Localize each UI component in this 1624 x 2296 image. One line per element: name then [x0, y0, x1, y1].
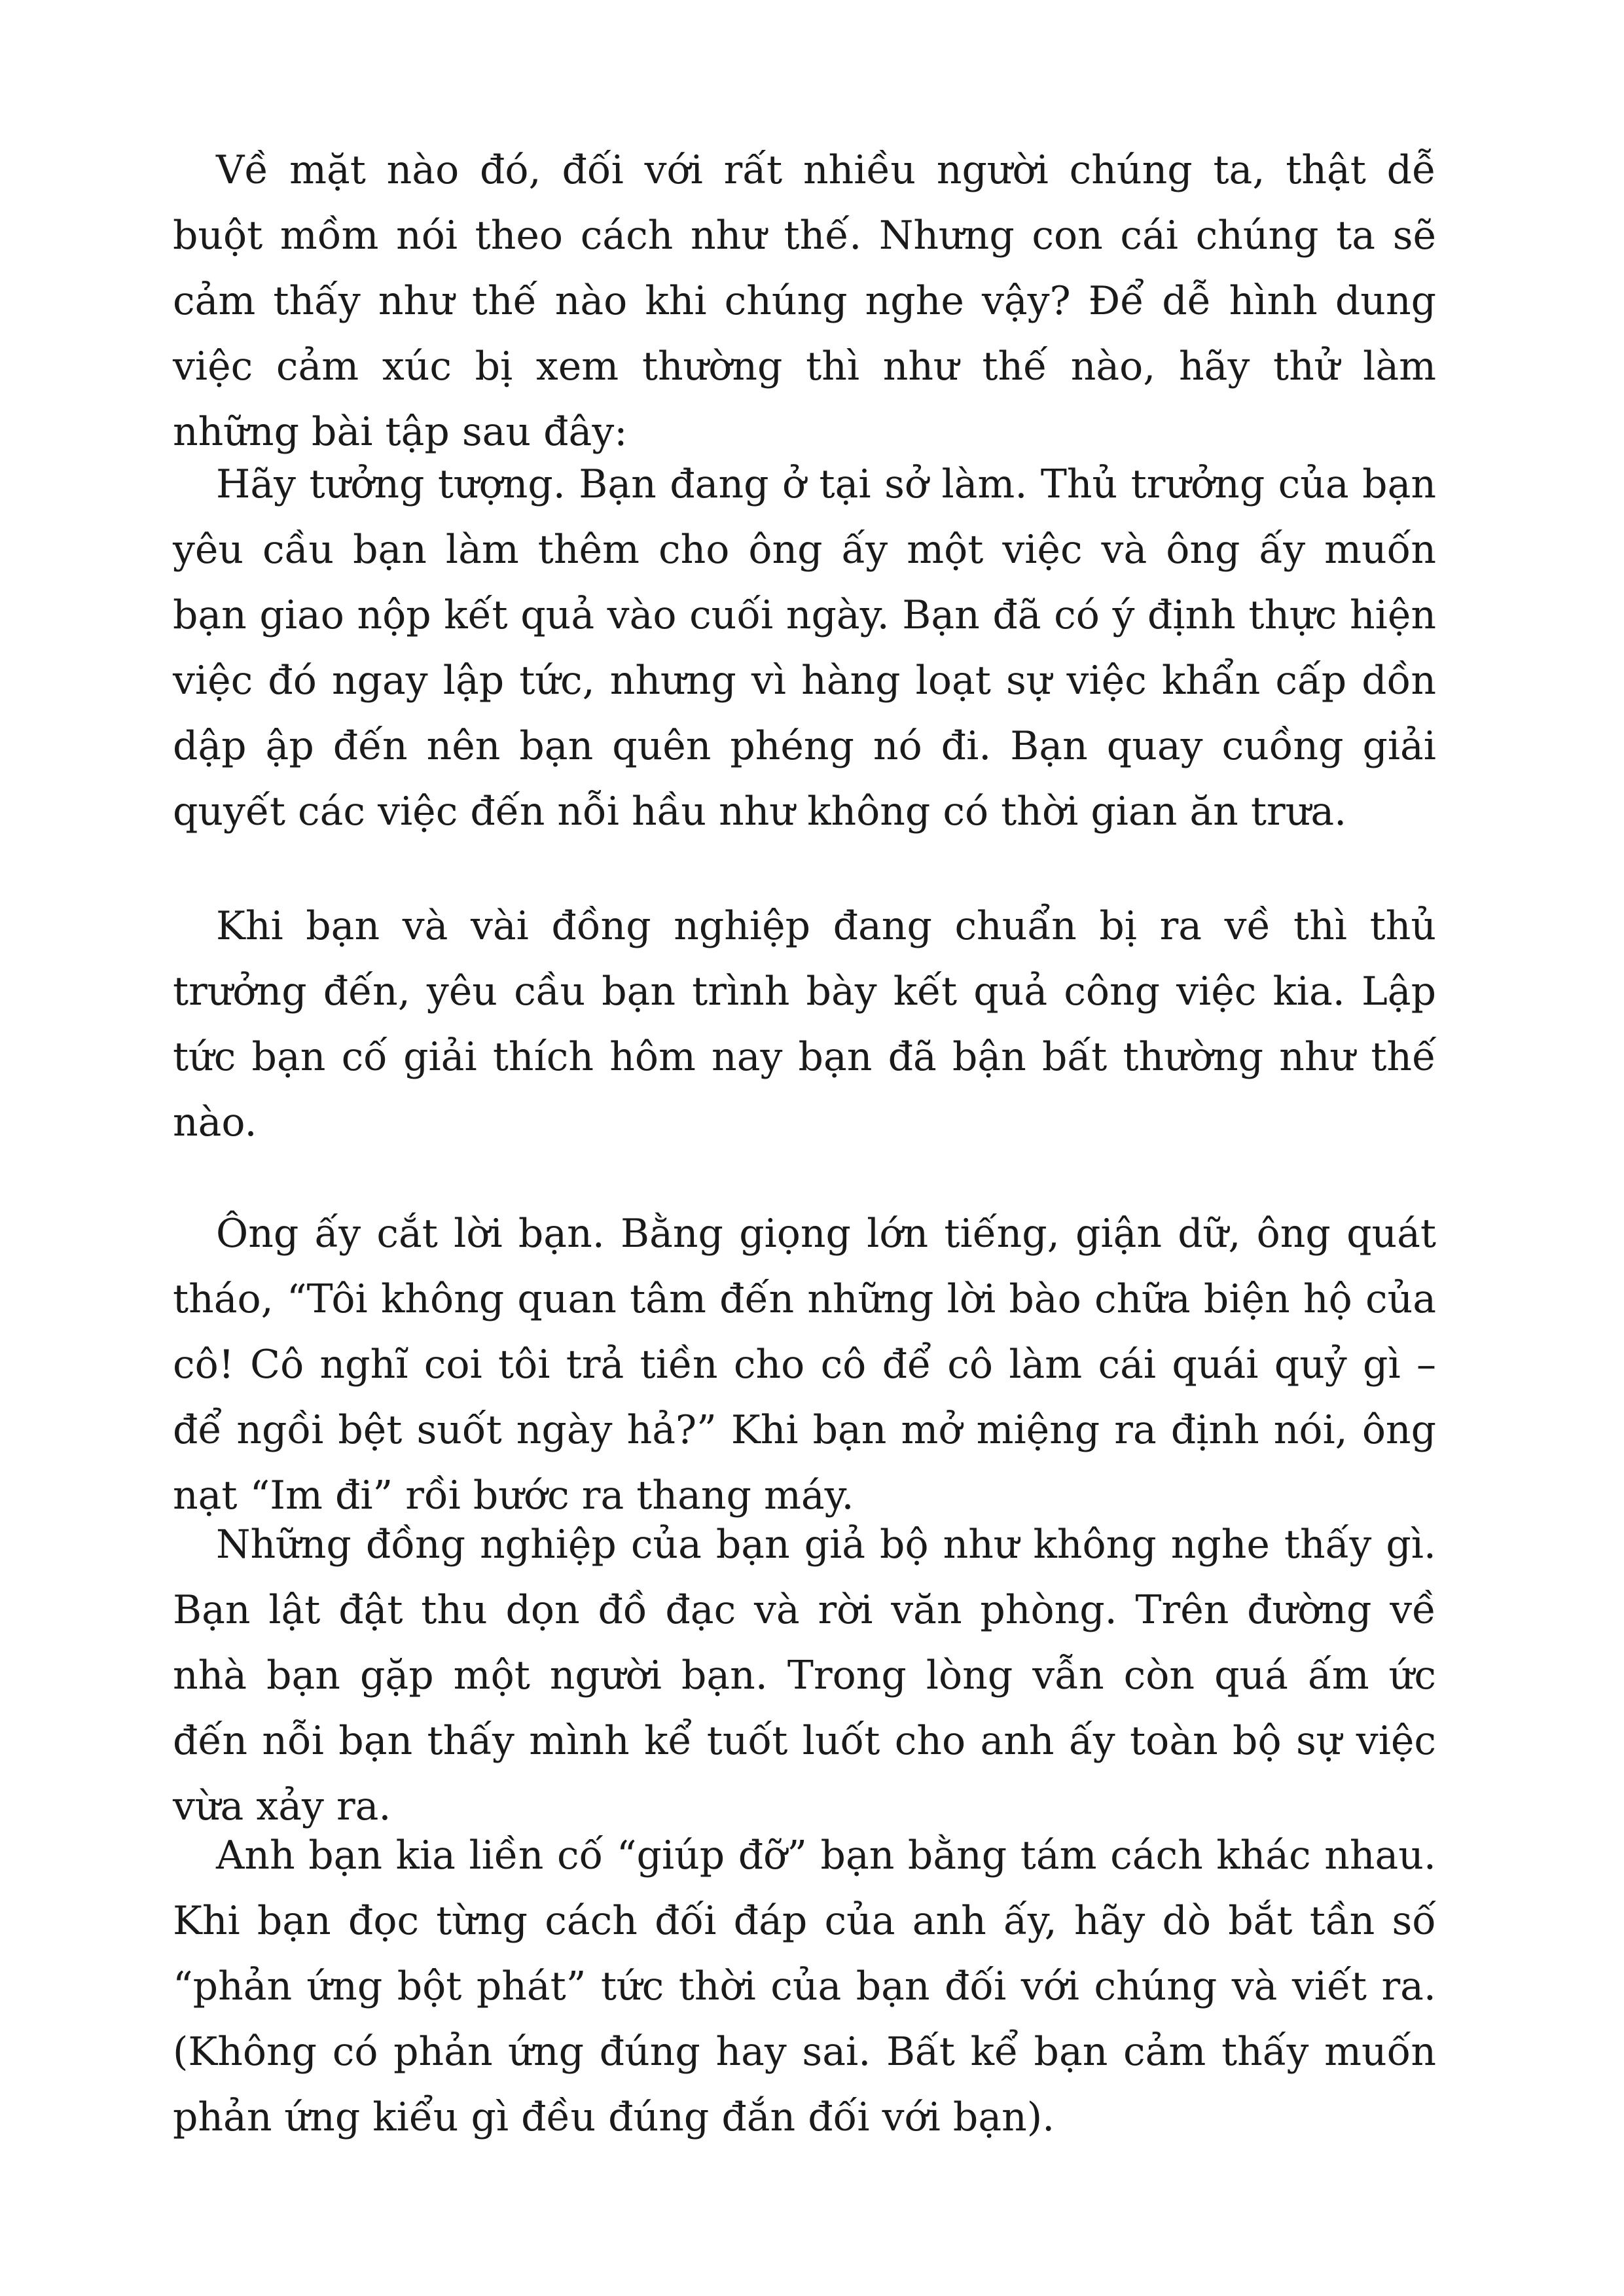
- paragraph-6: Anh bạn kia liền cố “giúp đỡ” bạn bằng tám cách khác nhau. Khi bạn đọc từng cách đối đáp của anh ấy, hãy dò bắt tần số “phản ứng bột phát” tức thời của bạn đối với chúng và viết ra. (Không có phản ứng đúng hay sai. Bất kể bạn cảm thấy muốn phản ứng kiểu gì đều đúng đắn đối với bạn).: [173, 1833, 1436, 2140]
- paragraph-5: Những đồng nghiệp của bạn giả bộ như không nghe thấy gì. Bạn lật đật thu dọn đồ đạc và rời văn phòng. Trên đường về nhà bạn gặp một người bạn. Trong lòng vẫn còn quá ấm ức đến nỗi bạn thấy mình kể tuốt luốt cho anh ấy toàn bộ sự việc vừa xảy ra.: [173, 1522, 1436, 1829]
- paragraph-2: Hãy tưởng tượng. Bạn đang ở tại sở làm. Thủ trưởng của bạn yêu cầu bạn làm thêm cho ông ấy một việc và ông ấy muốn bạn giao nộp kết quả vào cuối ngày. Bạn đã có ý định thực hiện việc đó ngay lập tức, nhưng vì hàng loạt sự việc khẩn cấp dồn dập ập đến nên bạn quên phéng nó đi. Bạn quay cuồng giải quyết các việc đến nỗi hầu như không có thời gian ăn trưa.: [173, 461, 1436, 834]
- paragraph-4: Ông ấy cắt lời bạn. Bằng giọng lớn tiếng, giận dữ, ông quát tháo, “Tôi không quan tâm đến những lời bào chữa biện hộ của cô! Cô nghĩ coi tôi trả tiền cho cô để cô làm cái quái quỷ gì – để ngồi bệt suốt ngày hả?” Khi bạn mở miệng ra định nói, ông nạt “Im đi” rồi bước ra thang máy.: [173, 1211, 1436, 1518]
- paragraph-1: Về mặt nào đó, đối với rất nhiều người chúng ta, thật dễ buột mồm nói theo cách như thế. Nhưng con cái chúng ta sẽ cảm thấy như thế nào khi chúng nghe vậy? Để dễ hình dung việc cảm xúc bị xem thường thì như thế nào, hãy thử làm những bài tập sau đây:: [173, 147, 1436, 455]
- paragraph-3: Khi bạn và vài đồng nghiệp đang chuẩn bị ra về thì thủ trưởng đến, yêu cầu bạn trình bày kết quả công việc kia. Lập tức bạn cố giải thích hôm nay bạn đã bận bất thường như thế nào.: [173, 903, 1436, 1145]
